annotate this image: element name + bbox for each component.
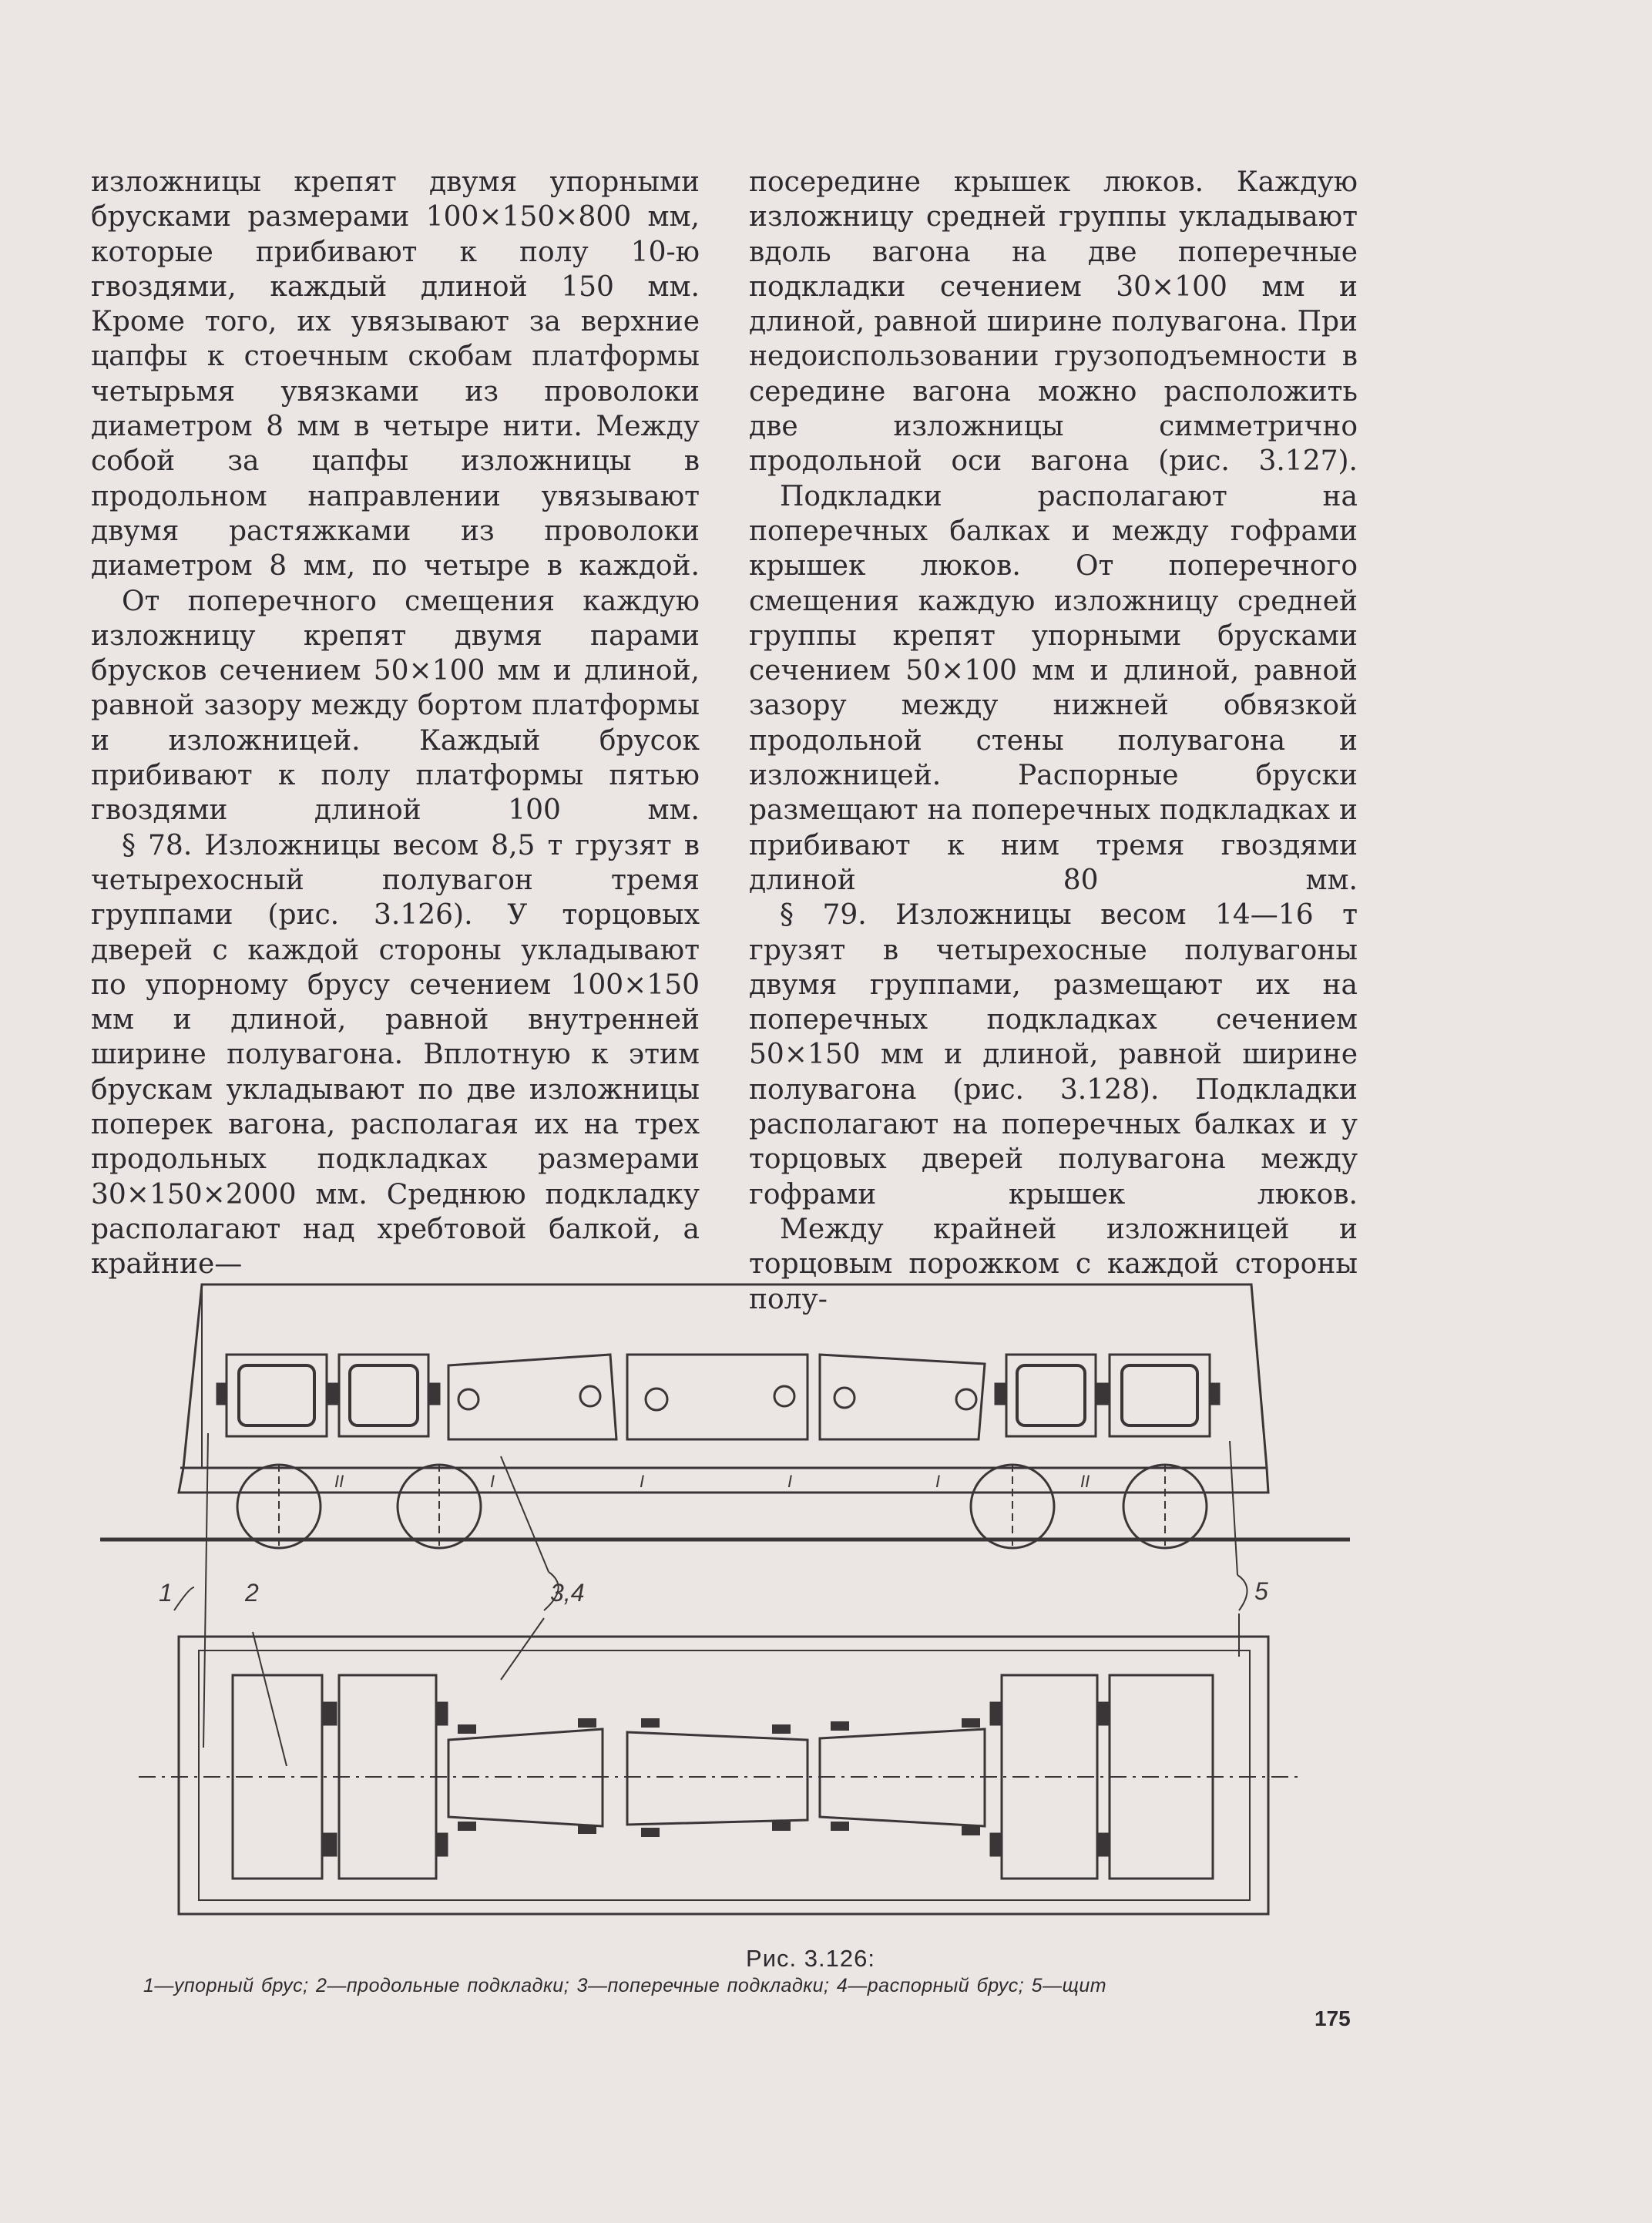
left-paragraph-1: изложницы крепят двумя упорными брусками размерами 100×150×800 мм, которые прибивают к полу 10-ю гвоздями, каждый длиной 150 мм. Кроме того, их увязывают за верхние цапфы к стоечным скобам платформы четырьмя увязками из проволоки диаметром 8 мм в четыре нити. Между собой за цапфы изложницы в продольном направлении увязывают двумя растяжками из проволоки диаметром 8 мм, по четыре в каждой. [91, 166, 700, 583]
page-number: 175 [1315, 2006, 1351, 2030]
side-square-ingots [217, 1355, 1219, 1436]
figure-caption-title: Рис. 3.126: [746, 1945, 875, 1972]
right-paragraph-1: посередине крышек люков. Каждую изложницу средней группы укладывают вдоль вагона на две поперечные подкладки сечением 30×100 мм и длиной, равной ширине полувагона. При недоиспользовании грузоподъемности в середине вагона можно расположить две изложницы симметрично продольной оси вагона (рис. 3.127). [749, 166, 1358, 478]
beam-marks [334, 1472, 1090, 1491]
beam-mark-4: I [787, 1472, 793, 1491]
figure-caption-legend: 1—упорный брус; 2—продольные подкладки; 3—поперечные подкладки; 4—распорный брус; 5—щит [143, 1975, 1107, 1996]
beam-mark-5: I [935, 1472, 941, 1491]
side-wheels [237, 1464, 1207, 1550]
plan-view [139, 1637, 1298, 1914]
left-paragraph-3: § 78. Изложницы весом 8,5 т грузят в четырехосный полувагон тремя группами (рис. 3.126). У торцовых дверей с каждой стороны укладывают по упорному брусу сечением 100×150 мм и длиной, равной внутренней ширине полувагона. Вплотную к этим брускам укладывают по две изложницы поперек вагона, располагая их на трех продольных подкладках размерами 30×150×2000 мм. Среднюю подкладку располагают над хребтовой балкой, а крайние— [91, 829, 700, 1281]
beam-mark-2: I [490, 1472, 495, 1491]
right-paragraph-4: Между крайней изложницей и торцовым порожком с каждой стороны полу- [749, 1213, 1358, 1315]
right-paragraph-2: Подкладки располагают на поперечных балках и между гофрами крышек люков. От поперечного смещения каждую изложницу средней группы крепят упорными брусками сечением 50×100 мм и длиной, равной зазору между нижней обвязкой продольной стены полувагона и изложницей. Распорные бруски размещают на поперечных подкладках и прибивают к ним тремя гвоздями длиной 80 мм. [749, 480, 1358, 896]
figure-label-3-4: 3,4 [550, 1579, 585, 1607]
right-paragraph-3: § 79. Изложницы весом 14—16 т грузят в четырехосные полувагоны двумя группами, размещают их на поперечных подкладках сечением 50×150 мм и длиной, равной ширине полувагона (рис. 3.128). Подкладки располагают на поперечных балках и у торцовых дверей полувагона между гофрами крышек люков. [749, 899, 1358, 1211]
side-view [100, 1284, 1350, 1550]
beam-mark-3: I [640, 1472, 645, 1491]
beam-mark-1: II [334, 1472, 344, 1491]
figure-label-5: 5 [1254, 1577, 1268, 1605]
side-middle-ingots [448, 1355, 985, 1439]
left-paragraph-2: От поперечного смещения каждую изложницу крепят двумя парами брусков сечением 50×100 мм и длиной, равной зазору между бортом платформы и изложницей. Каждый брусок прибивают к полу платформы пятью гвоздями длиной 100 мм. [91, 585, 700, 827]
figure-label-1: 1 [159, 1579, 173, 1607]
beam-mark-6: II [1080, 1472, 1090, 1491]
figure-label-2: 2 [245, 1579, 259, 1607]
